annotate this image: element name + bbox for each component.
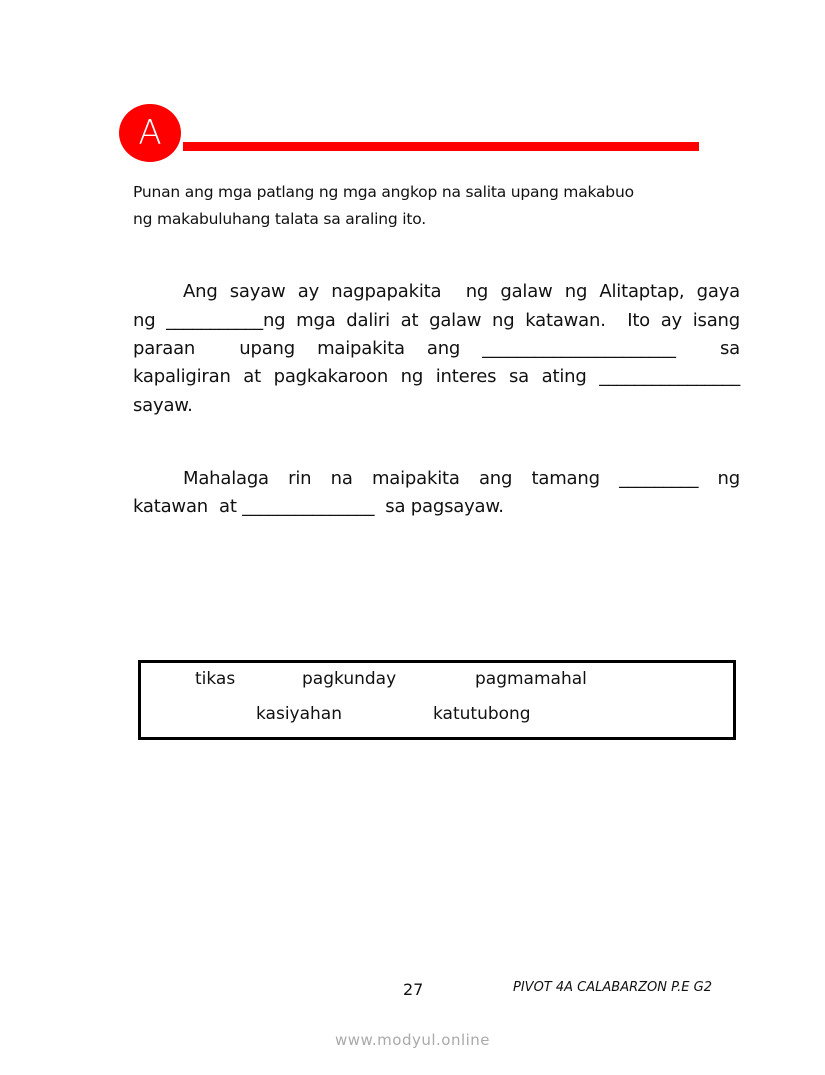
footer-title: PIVOT 4A CALABARZON P.E G2 (513, 980, 712, 995)
paragraph1-line-3: paraan upang maipakita ang ______________________ sa (133, 338, 740, 359)
word-bank-item: pagmamahal (475, 669, 587, 689)
paragraph1-line-5: sayaw. (133, 395, 193, 416)
paragraph2-line-1: Mahalaga rin na maipakita ang tamang _________ ng (183, 468, 740, 489)
section-header-bar (183, 142, 699, 151)
word-bank-item: kasiyahan (256, 704, 342, 724)
page-number: 27 (403, 980, 424, 999)
instruction-line-2: ng makabuluhang talata sa araling ito. (133, 210, 426, 228)
word-bank-item: katutubong (433, 704, 531, 724)
instruction-line-1: Punan ang mga patlang ng mga angkop na salita upang makabuo (133, 183, 634, 201)
paragraph2-line-2: katawan at _______________ sa pagsayaw. (133, 496, 504, 517)
paragraph1-line-2: ng ___________ng mga daliri at galaw ng katawan. Ito ay isang (133, 310, 740, 331)
word-bank-item: tikas (195, 669, 236, 689)
watermark: www.modyul.online (334, 1031, 491, 1049)
paragraph1-line-1: Ang sayaw ay nagpapakita ng galaw ng Alitaptap, gaya (183, 281, 740, 302)
word-bank-item: pagkunday (302, 669, 397, 689)
section-letter-badge: A (119, 104, 181, 162)
paragraph1-line-4: kapaligiran at pagkakaroon ng interes sa ating ________________ (133, 366, 740, 387)
